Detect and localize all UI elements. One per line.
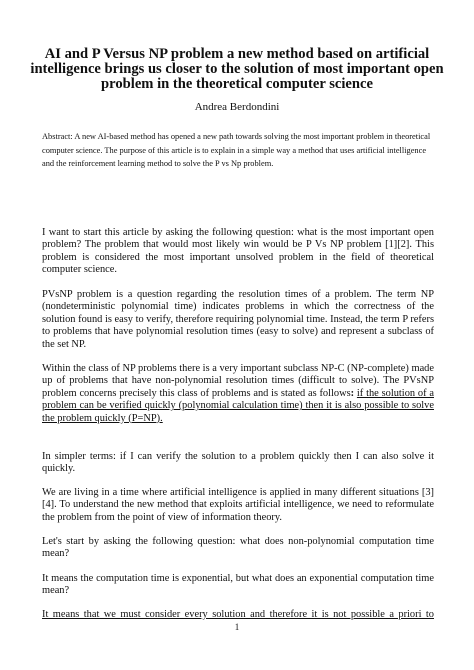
body-paragraph-7: It means the computation time is exponential, but what does an exponential computation time mean? [42,573,434,597]
body-paragraph-4: In simpler terms: if I can verify the solution to a problem quickly then I can also solve it quickly. [42,451,434,475]
body-paragraph-3 [42,363,434,425]
paragraph-8-underlined: It means that we must consider every solution and therefore it is not possible a priori to [42,609,434,620]
paper-title: AI and P Versus NP problem a new method based on artificial intelligence brings us closer to the solution of most important open problem in the theoretical computer science [30,46,444,92]
body-paragraph-2: PVsNP problem is a question regarding the resolution times of a problem. The term NP (nondeterministic polynomial time) indicates problems in which the correctness of the solution found is easy to verify, therefore requiring polynomial time. Instead, the term P refers to problems that have polynomial resolution times (easy to solve) and represent a subclass of the set NP. [42,289,434,350]
body-paragraph-8 [42,609,434,621]
paragraph-3-colon: : [350,387,355,399]
paragraph-3-text: Within the class of NP problems there is a very important subclass NP-C (NP-complete) made up of problems that have non-polynomial resolution times (difficult to solve). The PVsNP problem concerns precisely this class of problems and is stated as follows [42,363,434,399]
body-paragraph-5: We are living in a time where artificial intelligence is applied in many different situations [3][4]. To understand the new method that exploits artificial intelligence, we need to reformulate the problem from the point of view of information theory. [42,487,434,523]
author-name: Andrea Berdondini [194,101,280,113]
abstract: Abstract: A new AI-based method has opened a new path towards solving the most important problem in theoretical computer science. The purpose of this article is to explain in a simple way a method that uses artificial intelligence and the reinforcement learning method to solve the P vs Np problem. [42,132,431,168]
body-paragraph-1: I want to start this article by asking the following question: what is the most important open problem? The problem that would most likely win would be P Vs NP problem [1][2]. This problem is considered the most important unsolved problem in the field of theoretical computer science. [42,227,434,276]
body-paragraph-6: Let's start by asking the following question: what does non-polynomial computation time mean? [42,536,434,560]
p-vs-np-statement: if the solution of a problem can be verified quickly (polynomial calculation time) then it is also possible to solve the problem quickly (P=NP). [42,387,434,424]
page-number: 1 [234,622,240,632]
